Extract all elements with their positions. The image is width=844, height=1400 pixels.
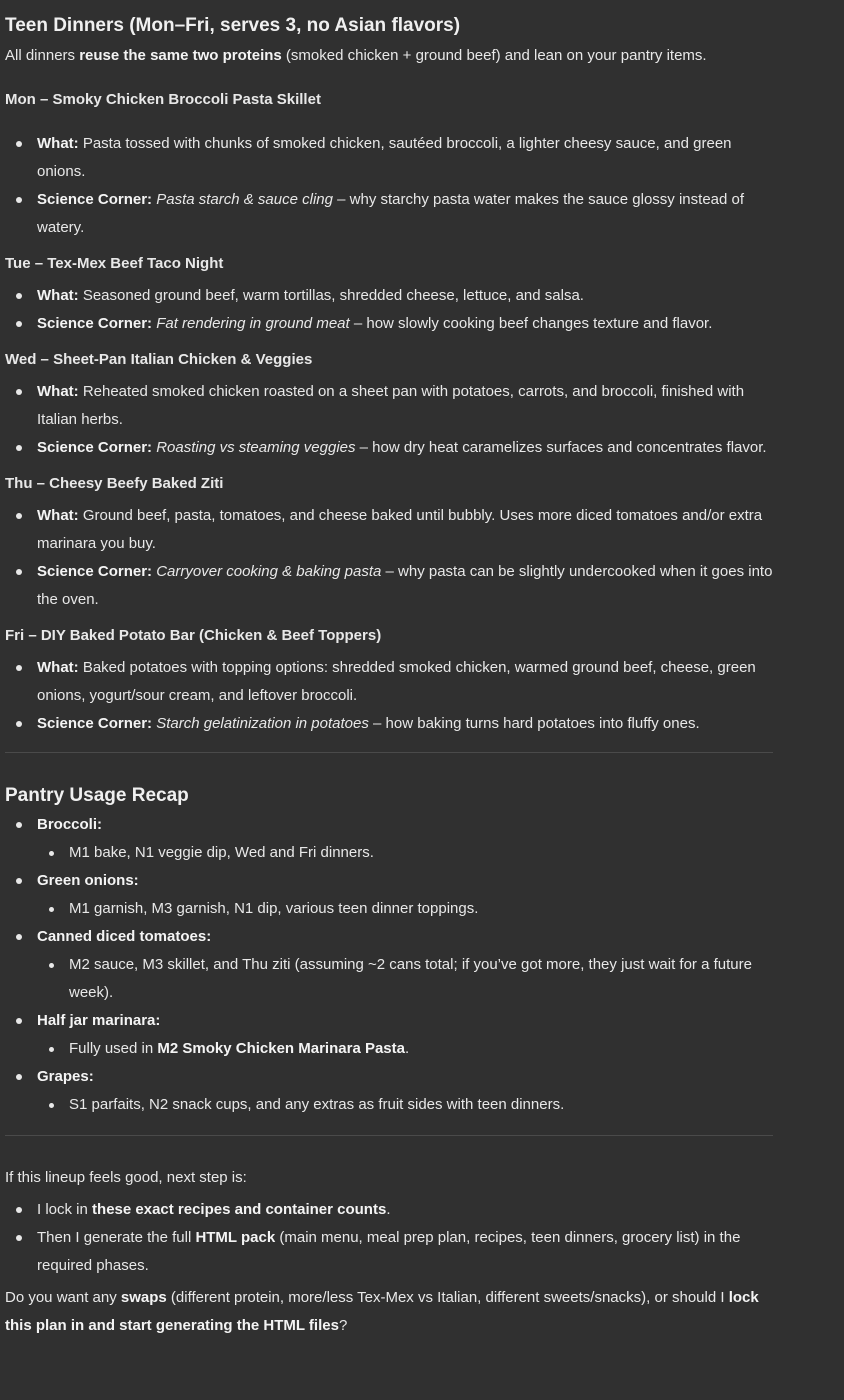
list-item: What: Ground beef, pasta, tomatoes, and cheese baked until bubbly. Uses more diced tomatoes and/or extra marinara you buy. bbox=[37, 502, 775, 558]
list-item: M1 bake, N1 veggie dip, Wed and Fri dinners. bbox=[69, 839, 775, 867]
teen-intro bbox=[5, 42, 775, 70]
list-item: I lock in these exact recipes and container counts. bbox=[37, 1196, 775, 1224]
next-intro: If this lineup feels good, next step is: bbox=[5, 1169, 247, 1186]
intro-text: All dinners bbox=[5, 47, 80, 64]
pantry-item-green-onions: Green onions: M1 garnish, M3 garnish, N1 dip, various teen dinner toppings. bbox=[37, 867, 775, 923]
day-list-mon bbox=[5, 130, 775, 242]
list-item: Then I generate the full HTML pack (main menu, meal prep plan, recipes, teen dinners, grocery list) in the required phases. bbox=[37, 1224, 775, 1280]
list-item: What: Seasoned ground beef, warm tortillas, shredded cheese, lettuce, and salsa. bbox=[37, 282, 775, 310]
list-item: What: Baked potatoes with topping options: shredded smoked chicken, warmed ground beef, cheese, green onions, yogurt/sour cream, and leftover broccoli. bbox=[37, 654, 775, 710]
list-item: M1 garnish, M3 garnish, N1 dip, various teen dinner toppings. bbox=[69, 895, 775, 923]
pantry-heading: Pantry Usage Recap bbox=[5, 785, 189, 806]
day-title-mon: Mon – Smoky Chicken Broccoli Pasta Skillet bbox=[5, 91, 321, 108]
pantry-item-marinara: Half jar marinara: Fully used in M2 Smoky Chicken Marinara Pasta. bbox=[37, 1007, 775, 1063]
pantry-item-tomatoes: Canned diced tomatoes: M2 sauce, M3 skillet, and Thu ziti (assuming ~2 cans total; if you’ve got more, they just wait for a future week). bbox=[37, 923, 775, 1007]
intro-bold: reuse the same two proteins bbox=[79, 47, 282, 64]
list-item: Science Corner: Fat rendering in ground meat – how slowly cooking beef changes texture and flavor. bbox=[37, 310, 775, 338]
day-list-tue bbox=[5, 282, 775, 338]
pantry-list bbox=[5, 811, 775, 1119]
pantry-item-grapes: Grapes: S1 parfaits, N2 snack cups, and any extras as fruit sides with teen dinners. bbox=[37, 1063, 775, 1119]
day-list-wed bbox=[5, 378, 775, 462]
list-item: Science Corner: Roasting vs steaming veggies – how dry heat caramelizes surfaces and concentrates flavor. bbox=[37, 434, 775, 462]
list-item: S1 parfaits, N2 snack cups, and any extras as fruit sides with teen dinners. bbox=[69, 1091, 775, 1119]
day-list-thu bbox=[5, 502, 775, 614]
day-title-wed: Wed – Sheet-Pan Italian Chicken & Veggies bbox=[5, 351, 313, 368]
pantry-item-broccoli: Broccoli: M1 bake, N1 veggie dip, Wed and Fri dinners. bbox=[37, 811, 775, 867]
intro-text-end: (smoked chicken + ground beef) and lean on your pantry items. bbox=[281, 47, 707, 64]
list-item: Science Corner: Carryover cooking & baking pasta – why pasta can be slightly undercooked when it goes into the oven. bbox=[37, 558, 775, 614]
list-item: Science Corner: Starch gelatinization in potatoes – how baking turns hard potatoes into fluffy ones. bbox=[37, 710, 775, 738]
day-title-fri: Fri – DIY Baked Potato Bar (Chicken & Beef Toppers) bbox=[5, 627, 382, 644]
next-steps-list bbox=[5, 1196, 775, 1280]
list-item: What: Pasta tossed with chunks of smoked chicken, sautéed broccoli, a lighter cheesy sauce, and green onions. bbox=[37, 130, 775, 186]
day-list-fri bbox=[5, 654, 775, 738]
day-title-tue: Tue – Tex-Mex Beef Taco Night bbox=[5, 255, 224, 272]
list-item: What: Reheated smoked chicken roasted on a sheet pan with potatoes, carrots, and broccoli, finished with Italian herbs. bbox=[37, 378, 775, 434]
list-item: Fully used in M2 Smoky Chicken Marinara Pasta. bbox=[69, 1035, 775, 1063]
list-item: M2 sauce, M3 skillet, and Thu ziti (assuming ~2 cans total; if you’ve got more, they just wait for a future week). bbox=[69, 951, 775, 1007]
day-title-thu: Thu – Cheesy Beefy Baked Ziti bbox=[5, 475, 224, 492]
closing-question: Do you want any swaps (different protein, more/less Tex-Mex vs Italian, different sweets/snacks), or should I lock this plan in and start generating the HTML files? bbox=[5, 1289, 759, 1334]
list-item: Science Corner: Pasta starch & sauce cling – why starchy pasta water makes the sauce glossy instead of watery. bbox=[37, 186, 775, 242]
teen-dinners-heading: Teen Dinners (Mon–Fri, serves 3, no Asian flavors) bbox=[5, 15, 461, 36]
